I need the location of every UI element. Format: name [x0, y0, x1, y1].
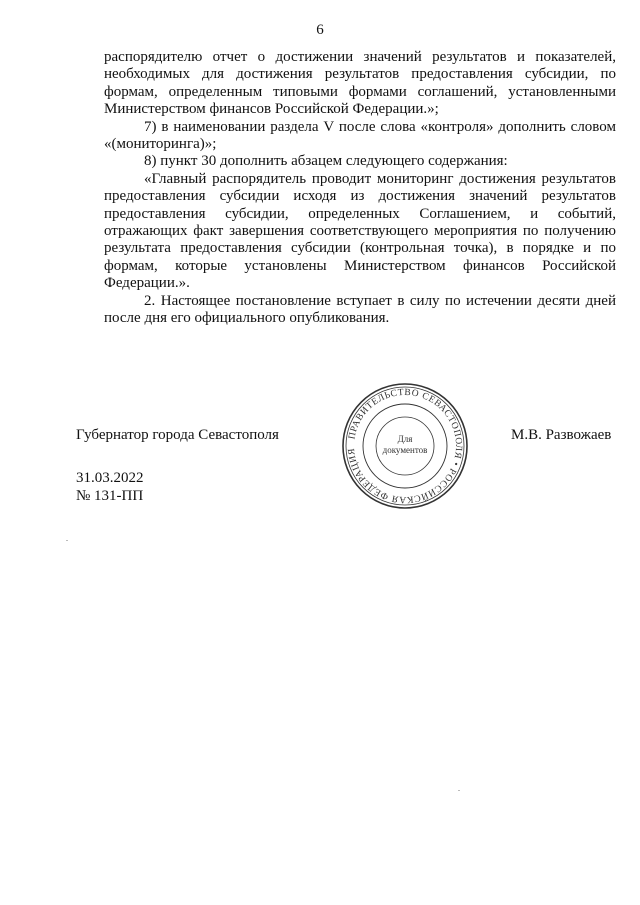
signer-name: М.В. Развожаев	[511, 427, 612, 443]
paragraph: «Главный распорядитель проводит мониторинг достижения результатов предоставления субсидии исходя из достижения значений результатов предоставления субсидии, определенных Соглашением, и событий, отражающих факт завершения соответствующего мероприятия по получению результата предоставления субсидии (контрольная точка), в порядке и по формам, которые установлены Министерством финансов Российской Федерации.».	[104, 170, 616, 292]
seal-center-line2: документов	[382, 445, 428, 455]
document-body	[104, 49, 616, 328]
signer-title: Губернатор города Севастополя	[76, 427, 279, 443]
paragraph: распорядителю отчет о достижении значений результатов и показателей, необходимых для достижения результатов предоставления субсидии, по формам, определенным типовыми формами соглашений, установленными Министерством финансов Российской Федерации.»;	[104, 49, 616, 118]
document-date: 31.03.2022	[76, 470, 144, 486]
scan-speck	[458, 790, 460, 791]
document-number: № 131-ПП	[76, 488, 144, 504]
seal-outer-text: ПРАВИТЕЛЬСТВО СЕВАСТОПОЛЯ • РОССИЙСКАЯ ФЕДЕРАЦИЯ	[346, 387, 464, 505]
seal-center-line1: Для	[397, 434, 413, 444]
paragraph: 2. Настоящее постановление вступает в силу по истечении десяти дней после дня его официального опубликования.	[104, 292, 616, 327]
paragraph: 7) в наименовании раздела V после слова «контроля» дополнить словом «(мониторинга)»;	[104, 118, 616, 153]
paragraph: 8) пункт 30 дополнить абзацем следующего содержания:	[144, 153, 508, 170]
official-seal	[340, 381, 470, 511]
page-number: 6	[316, 22, 324, 38]
scan-speck	[66, 540, 68, 541]
